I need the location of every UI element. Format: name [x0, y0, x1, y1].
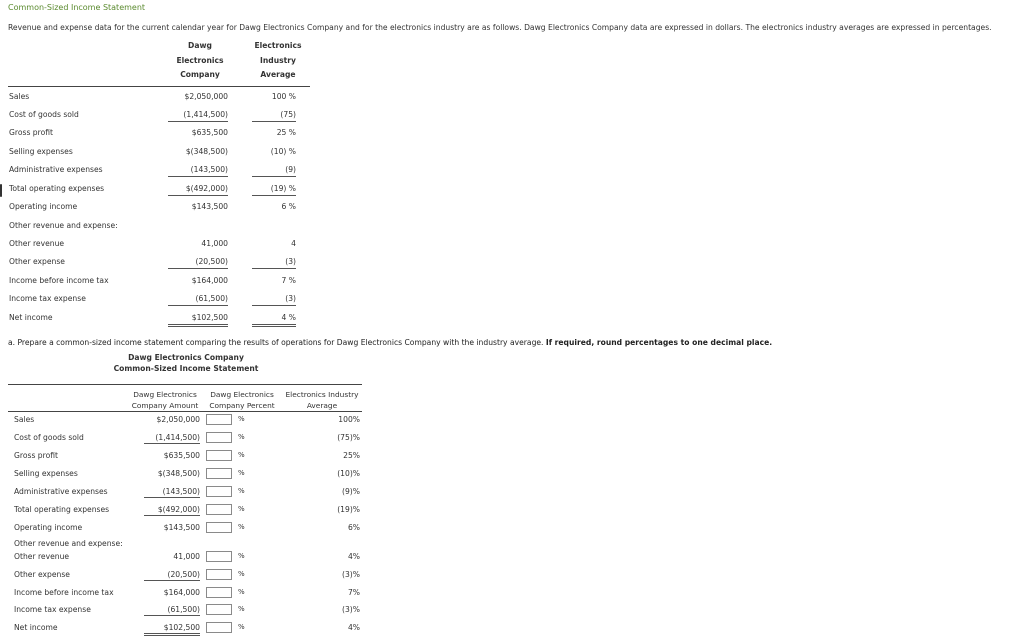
percent-input[interactable] [206, 450, 232, 461]
company-amount: (20,500) [144, 570, 200, 581]
percent-input[interactable] [206, 486, 232, 497]
data-row-label: Cost of goods sold [9, 110, 79, 119]
percent-input[interactable] [206, 622, 232, 633]
left-edge-marker [0, 184, 2, 197]
data-row-label: Other revenue [9, 239, 65, 248]
percent-sign: % [238, 605, 245, 613]
page-title: Common-Sized Income Statement [8, 3, 146, 12]
company-amount [144, 539, 200, 540]
answer-header-rule [8, 411, 362, 412]
company-value: (20,500) [168, 257, 228, 269]
percent-sign: % [238, 451, 245, 459]
percent-input[interactable] [206, 522, 232, 533]
company-amount: (1,414,500) [144, 433, 200, 444]
answer-row-label: Other revenue [14, 552, 70, 561]
answer-row-label: Net income [14, 623, 58, 632]
percent-sign: % [238, 433, 245, 441]
answer-top-rule [8, 384, 362, 385]
industry-average-column-header: Electronics Industry Average [285, 390, 359, 410]
percent-sign: % [238, 523, 245, 531]
industry-value: (10) % [270, 147, 296, 156]
answer-row-label: Other expense [14, 570, 70, 579]
answer-row-label: Income tax expense [14, 605, 91, 614]
industry-value: 100 % [271, 92, 296, 101]
percent-sign: % [238, 552, 245, 560]
company-value: $635,500 [191, 128, 228, 137]
company-amount: $2,050,000 [156, 415, 200, 424]
company-amount: $164,000 [163, 588, 200, 597]
industry-value: (3) [252, 294, 296, 306]
company-value: 41,000 [201, 239, 228, 248]
company-amount: $635,500 [163, 451, 200, 460]
industry-average-value: 25% [343, 451, 360, 460]
company-column-header: Dawg Electronics Company [176, 41, 224, 79]
company-value: $2,050,000 [184, 92, 228, 101]
industry-column-header: Electronics Industry Average [254, 41, 302, 79]
answer-row-label: Operating income [14, 523, 83, 532]
company-amount: (143,500) [144, 487, 200, 498]
data-row-label: Other expense [9, 257, 65, 266]
company-value: (1,414,500) [168, 110, 228, 122]
data-row-label: Net income [9, 313, 53, 322]
answer-row-label: Other revenue and expense: [14, 539, 123, 548]
answer-row-label: Total operating expenses [14, 505, 110, 514]
percent-input[interactable] [206, 569, 232, 580]
company-value: $143,500 [191, 202, 228, 211]
industry-value: 7 % [281, 276, 296, 285]
percent-input[interactable] [206, 414, 232, 425]
industry-value: (3) [252, 257, 296, 269]
industry-average-value: 7% [347, 588, 360, 597]
percent-input[interactable] [206, 604, 232, 615]
data-row-label: Income tax expense [9, 294, 86, 303]
industry-value: 6 % [281, 202, 296, 211]
answer-row-label: Gross profit [14, 451, 58, 460]
company-value: $164,000 [191, 276, 228, 285]
data-row-label: Gross profit [9, 128, 53, 137]
company-value [168, 221, 228, 223]
answer-row-label: Administrative expenses [14, 487, 108, 496]
industry-average-value: (3)% [342, 605, 360, 614]
answer-row-label: Selling expenses [14, 469, 78, 478]
industry-value: 4 % [252, 313, 296, 327]
answer-row-label: Cost of goods sold [14, 433, 84, 442]
company-amount: (61,500) [144, 605, 200, 616]
data-row-label: Operating income [9, 202, 78, 211]
percent-sign: % [238, 623, 245, 631]
company-value: (143,500) [168, 165, 228, 177]
company-value: $102,500 [168, 313, 228, 327]
data-row-label: Selling expenses [9, 147, 73, 156]
amount-column-header: Dawg Electronics Company Amount [131, 390, 199, 410]
intro-text: Revenue and expense data for the current calendar year for Dawg Electronics Company and for the electronics industry are as follows. Dawg Electronics Company data are expressed in dollars. The electronics industry averages are expressed in percentages. [8, 23, 992, 32]
industry-average-value: (10)% [337, 469, 360, 478]
answer-row-label: Sales [14, 415, 35, 424]
industry-average-value: (75)% [337, 433, 360, 442]
data-row-label: Income before income tax [9, 276, 109, 285]
percent-sign: % [238, 469, 245, 477]
industry-value: 25 % [276, 128, 296, 137]
header-divider [8, 86, 310, 87]
industry-value [252, 221, 296, 223]
industry-average-value: 6% [347, 523, 360, 532]
company-amount: $143,500 [163, 523, 200, 532]
data-row-label: Sales [9, 92, 30, 101]
company-amount: $(492,000) [144, 505, 200, 516]
percent-input[interactable] [206, 587, 232, 598]
question-text: a. Prepare a common-sized income statement comparing the results of operations for Dawg Electronics Company with the industry average. If required, round percentages to one decimal place. [8, 338, 773, 347]
industry-average-value: 4% [347, 623, 360, 632]
percent-input[interactable] [206, 504, 232, 515]
industry-average-value: (9)% [342, 487, 360, 496]
industry-average-value: (19)% [337, 505, 360, 514]
percent-input[interactable] [206, 468, 232, 479]
percent-column-header: Dawg Electronics Company Percent [209, 390, 275, 410]
percent-sign: % [238, 588, 245, 596]
industry-average-value: 4% [347, 552, 360, 561]
percent-input[interactable] [206, 551, 232, 562]
statement-title: Dawg Electronics Company Common-Sized Income Statement [113, 353, 259, 373]
percent-sign: % [238, 570, 245, 578]
company-value: $(348,500) [185, 147, 228, 156]
company-amount: $102,500 [144, 623, 200, 636]
industry-value: (19) % [252, 184, 296, 196]
percent-sign: % [238, 487, 245, 495]
company-amount: $(348,500) [157, 469, 200, 478]
data-row-label: Other revenue and expense: [9, 221, 118, 230]
data-row-label: Administrative expenses [9, 165, 103, 174]
industry-value: (9) [252, 165, 296, 177]
data-row-label: Total operating expenses [9, 184, 105, 193]
company-value: (61,500) [168, 294, 228, 306]
industry-average-value: 100% [338, 415, 360, 424]
company-value: $(492,000) [168, 184, 228, 196]
industry-average-value: (3)% [342, 570, 360, 579]
percent-sign: % [238, 415, 245, 423]
percent-sign: % [238, 505, 245, 513]
percent-input[interactable] [206, 432, 232, 443]
industry-value: (75) [252, 110, 296, 122]
industry-value: 4 [291, 239, 296, 248]
answer-row-label: Income before income tax [14, 588, 114, 597]
company-amount: 41,000 [173, 552, 200, 561]
